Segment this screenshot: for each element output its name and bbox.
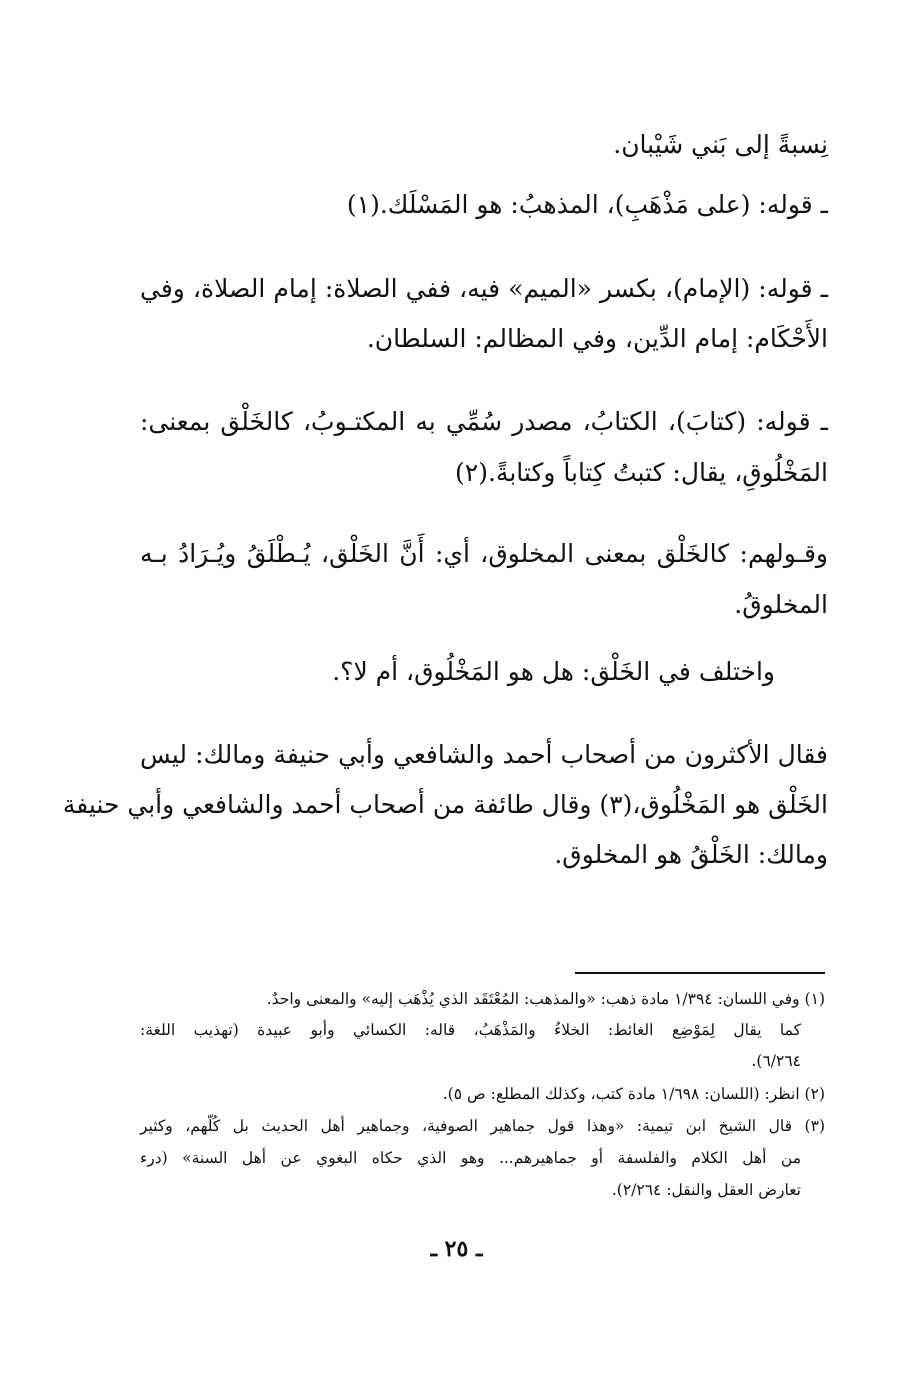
footnote-line: تعارض العقل والنقل: ٢/٢٦٤).: [611, 1181, 801, 1199]
footnote-line: (٢) انظر: (اللسان: ١/٦٩٨ مادة كتب، وكذلك المطلع: ص ٥).: [442, 1085, 825, 1103]
paragraph-line: الأَحْكَام: إمام الدِّين، وفي المظالم: السلطان.: [366, 324, 828, 353]
paragraph-line: وقـولهم: كالخَلْق بمعنى المخلوق، أي: أَنَّ الخَلْق، يُـطْلَقُ ويُـرَادُ بـه: [140, 539, 828, 568]
footnote-separator: [575, 972, 825, 974]
paragraph-line: فقال الأكثرون من أصحاب أحمد والشافعي وأبي حنيفة ومالك: ليس: [140, 740, 828, 769]
paragraph-line: المخلوقُ.: [734, 590, 828, 619]
paragraph-line: واختلف في الخَلْق: هل هو المَخْلُوق، أم لا؟.: [332, 657, 775, 686]
paragraph-line: المَخْلُوقِ، يقال: كتبتُ كِتاباً وكتابةً.(٢): [455, 458, 828, 487]
paragraph-line: نِسبةً إلى بَني شَيْبان.: [613, 130, 828, 159]
footnote-line: من أهل الكلام والفلسفة أو جماهيرهم... وهو الذي حكاه البغوي عن أهل السنة» (درء: [140, 1149, 801, 1167]
page-number: ـ ٢٥ ـ: [430, 1236, 483, 1262]
paragraph-line: ـ قوله: (على مَذْهَبِ)، المذهبُ: هو المَسْلَك.(١): [346, 190, 828, 219]
footnote-line: (٣) قال الشيخ ابن تيمية: «وهذا قول جماهير الصوفية، وجماهير أهل الحديث بل كُلّهم، وكثير: [140, 1117, 825, 1135]
footnote-line: كما يقال لِمَوْضِع الغائط: الخلاءُ والمَذْهَبُ، قاله: الكسائي وأبو عبيدة (تهذيب اللغة:: [140, 1021, 801, 1039]
paragraph-line: ومالك: الخَلْقُ هو المخلوق.: [554, 840, 828, 869]
paragraph-line: ـ قوله: (كتابَ)، الكتابُ، مصدر سُمِّي به المكتـوبُ، كالخَلْق بمعنى:: [140, 407, 828, 436]
paragraph-line: الخَلْق هو المَخْلُوق،(٣) وقال طائفة من أصحاب أحمد والشافعي وأبي حنيفة: [62, 790, 828, 819]
paragraph-line: ـ قوله: (الإمام)، بكسر «الميم» فيه، ففي الصلاة: إمام الصلاة، وفي: [140, 274, 828, 303]
footnote-line: (١) وفي اللسان: ١/٣٩٤ مادة ذهب: «والمذهب: المُعْتَقَد الذي يُذْهَب إليه» والمعنى واحدٌ.: [266, 990, 825, 1008]
footnote-line: ٦/٢٦٤).: [751, 1052, 801, 1070]
